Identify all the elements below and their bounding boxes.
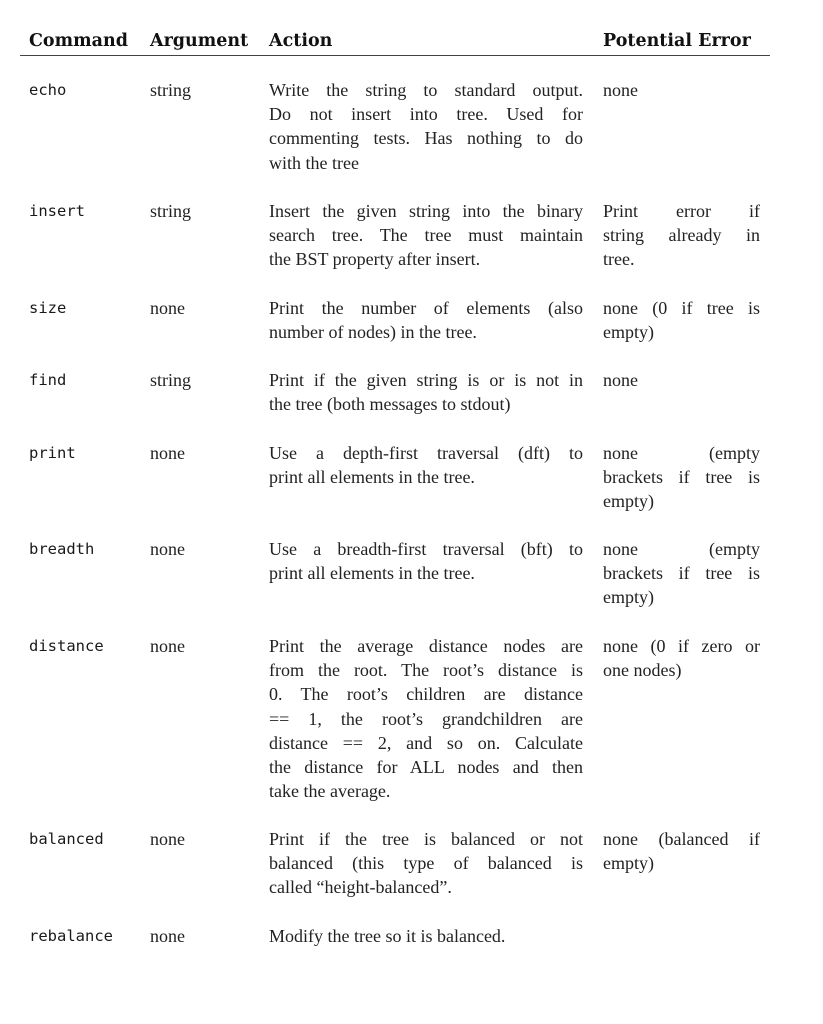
error-line: none (balanced if xyxy=(603,829,760,849)
command-cell: find xyxy=(29,371,67,389)
error-line: none (0 if tree is xyxy=(603,298,760,318)
action-line: search tree. The tree must maintain xyxy=(269,225,583,246)
action-line: with the tree xyxy=(269,152,359,173)
potential-error-cell xyxy=(603,199,760,272)
argument-cell: none xyxy=(150,298,185,318)
error-line: empty) xyxy=(603,491,654,512)
argument-cell: none xyxy=(150,539,185,559)
action-line: Print the number of elements (also xyxy=(269,298,583,318)
error-line: Print error if xyxy=(603,201,760,221)
error-line: none (empty xyxy=(603,539,760,559)
command-cell: balanced xyxy=(29,830,104,848)
command-cell: size xyxy=(29,299,67,317)
action-line: Print the average distance nodes are xyxy=(269,636,583,656)
error-line: string already in xyxy=(603,225,760,246)
argument-cell: string xyxy=(150,80,192,100)
action-cell xyxy=(269,368,583,416)
header-action: Action xyxy=(269,31,333,51)
argument-cell: none xyxy=(150,636,185,656)
error-line: brackets if tree is xyxy=(603,467,760,488)
action-line: number of nodes) in the tree. xyxy=(269,322,477,343)
command-cell: print xyxy=(29,444,76,462)
error-line: none xyxy=(603,80,638,100)
header-command: Command xyxy=(29,31,128,51)
potential-error-cell xyxy=(603,537,760,610)
action-line: Insert the given string into the binary xyxy=(269,201,583,221)
action-line: == 1, the root’s grandchildren are xyxy=(269,708,583,729)
argument-cell: none xyxy=(150,926,185,946)
error-line: empty) xyxy=(603,322,654,343)
action-line: Use a breadth-first traversal (bft) to xyxy=(269,539,583,559)
action-line: the distance for ALL nodes and then xyxy=(269,757,583,778)
action-cell xyxy=(269,634,583,803)
action-line: Modify the tree so it is balanced. xyxy=(269,926,506,946)
header-argument: Argument xyxy=(150,31,249,51)
action-line: commenting tests. Has nothing to do xyxy=(269,128,583,149)
action-line: the BST property after insert. xyxy=(269,249,481,270)
action-cell xyxy=(269,537,583,585)
action-line: Print if the given string is or is not in xyxy=(269,370,583,390)
potential-error-cell xyxy=(603,441,760,514)
header-rule xyxy=(20,55,770,56)
error-line: empty) xyxy=(603,853,654,874)
potential-error-cell xyxy=(603,296,760,344)
action-line: take the average. xyxy=(269,781,391,802)
potential-error-cell xyxy=(603,368,760,392)
error-line: none (0 if zero or xyxy=(603,636,760,656)
action-cell xyxy=(269,199,583,272)
action-line: the tree (both messages to stdout) xyxy=(269,394,511,415)
action-line: Use a depth-first traversal (dft) to xyxy=(269,443,583,463)
action-line: called “height-balanced”. xyxy=(269,877,452,898)
potential-error-cell xyxy=(603,827,760,875)
action-line: 0. The root’s children are distance xyxy=(269,684,583,705)
command-cell: insert xyxy=(29,202,85,220)
action-line: balanced (this type of balanced is xyxy=(269,853,583,874)
action-line: distance == 2, and so on. Calculate xyxy=(269,732,583,753)
command-cell: breadth xyxy=(29,540,95,558)
error-line: one nodes) xyxy=(603,660,682,681)
action-line: Print if the tree is balanced or not xyxy=(269,829,583,849)
argument-cell: string xyxy=(150,370,192,390)
action-line: Do not insert into tree. Used for xyxy=(269,104,583,125)
action-cell xyxy=(269,78,583,175)
action-cell xyxy=(269,296,583,344)
argument-cell: none xyxy=(150,443,185,463)
action-line: Write the string to standard output. xyxy=(269,80,583,100)
potential-error-cell xyxy=(603,634,760,682)
error-line: empty) xyxy=(603,587,654,608)
command-cell: distance xyxy=(29,637,104,655)
header-potential-error: Potential Error xyxy=(603,31,751,51)
command-cell: echo xyxy=(29,81,67,99)
action-cell xyxy=(269,924,583,948)
action-cell xyxy=(269,441,583,489)
action-line: print all elements in the tree. xyxy=(269,563,475,584)
error-line: none (empty xyxy=(603,443,760,463)
action-cell xyxy=(269,827,583,900)
error-line: tree. xyxy=(603,249,635,270)
action-line: from the root. The root’s distance is xyxy=(269,660,583,681)
action-line: print all elements in the tree. xyxy=(269,467,475,488)
argument-cell: string xyxy=(150,201,192,221)
command-cell: rebalance xyxy=(29,927,113,945)
error-line: none xyxy=(603,370,638,390)
argument-cell: none xyxy=(150,829,185,849)
error-line: brackets if tree is xyxy=(603,563,760,584)
potential-error-cell xyxy=(603,78,760,102)
table-header xyxy=(0,29,823,53)
